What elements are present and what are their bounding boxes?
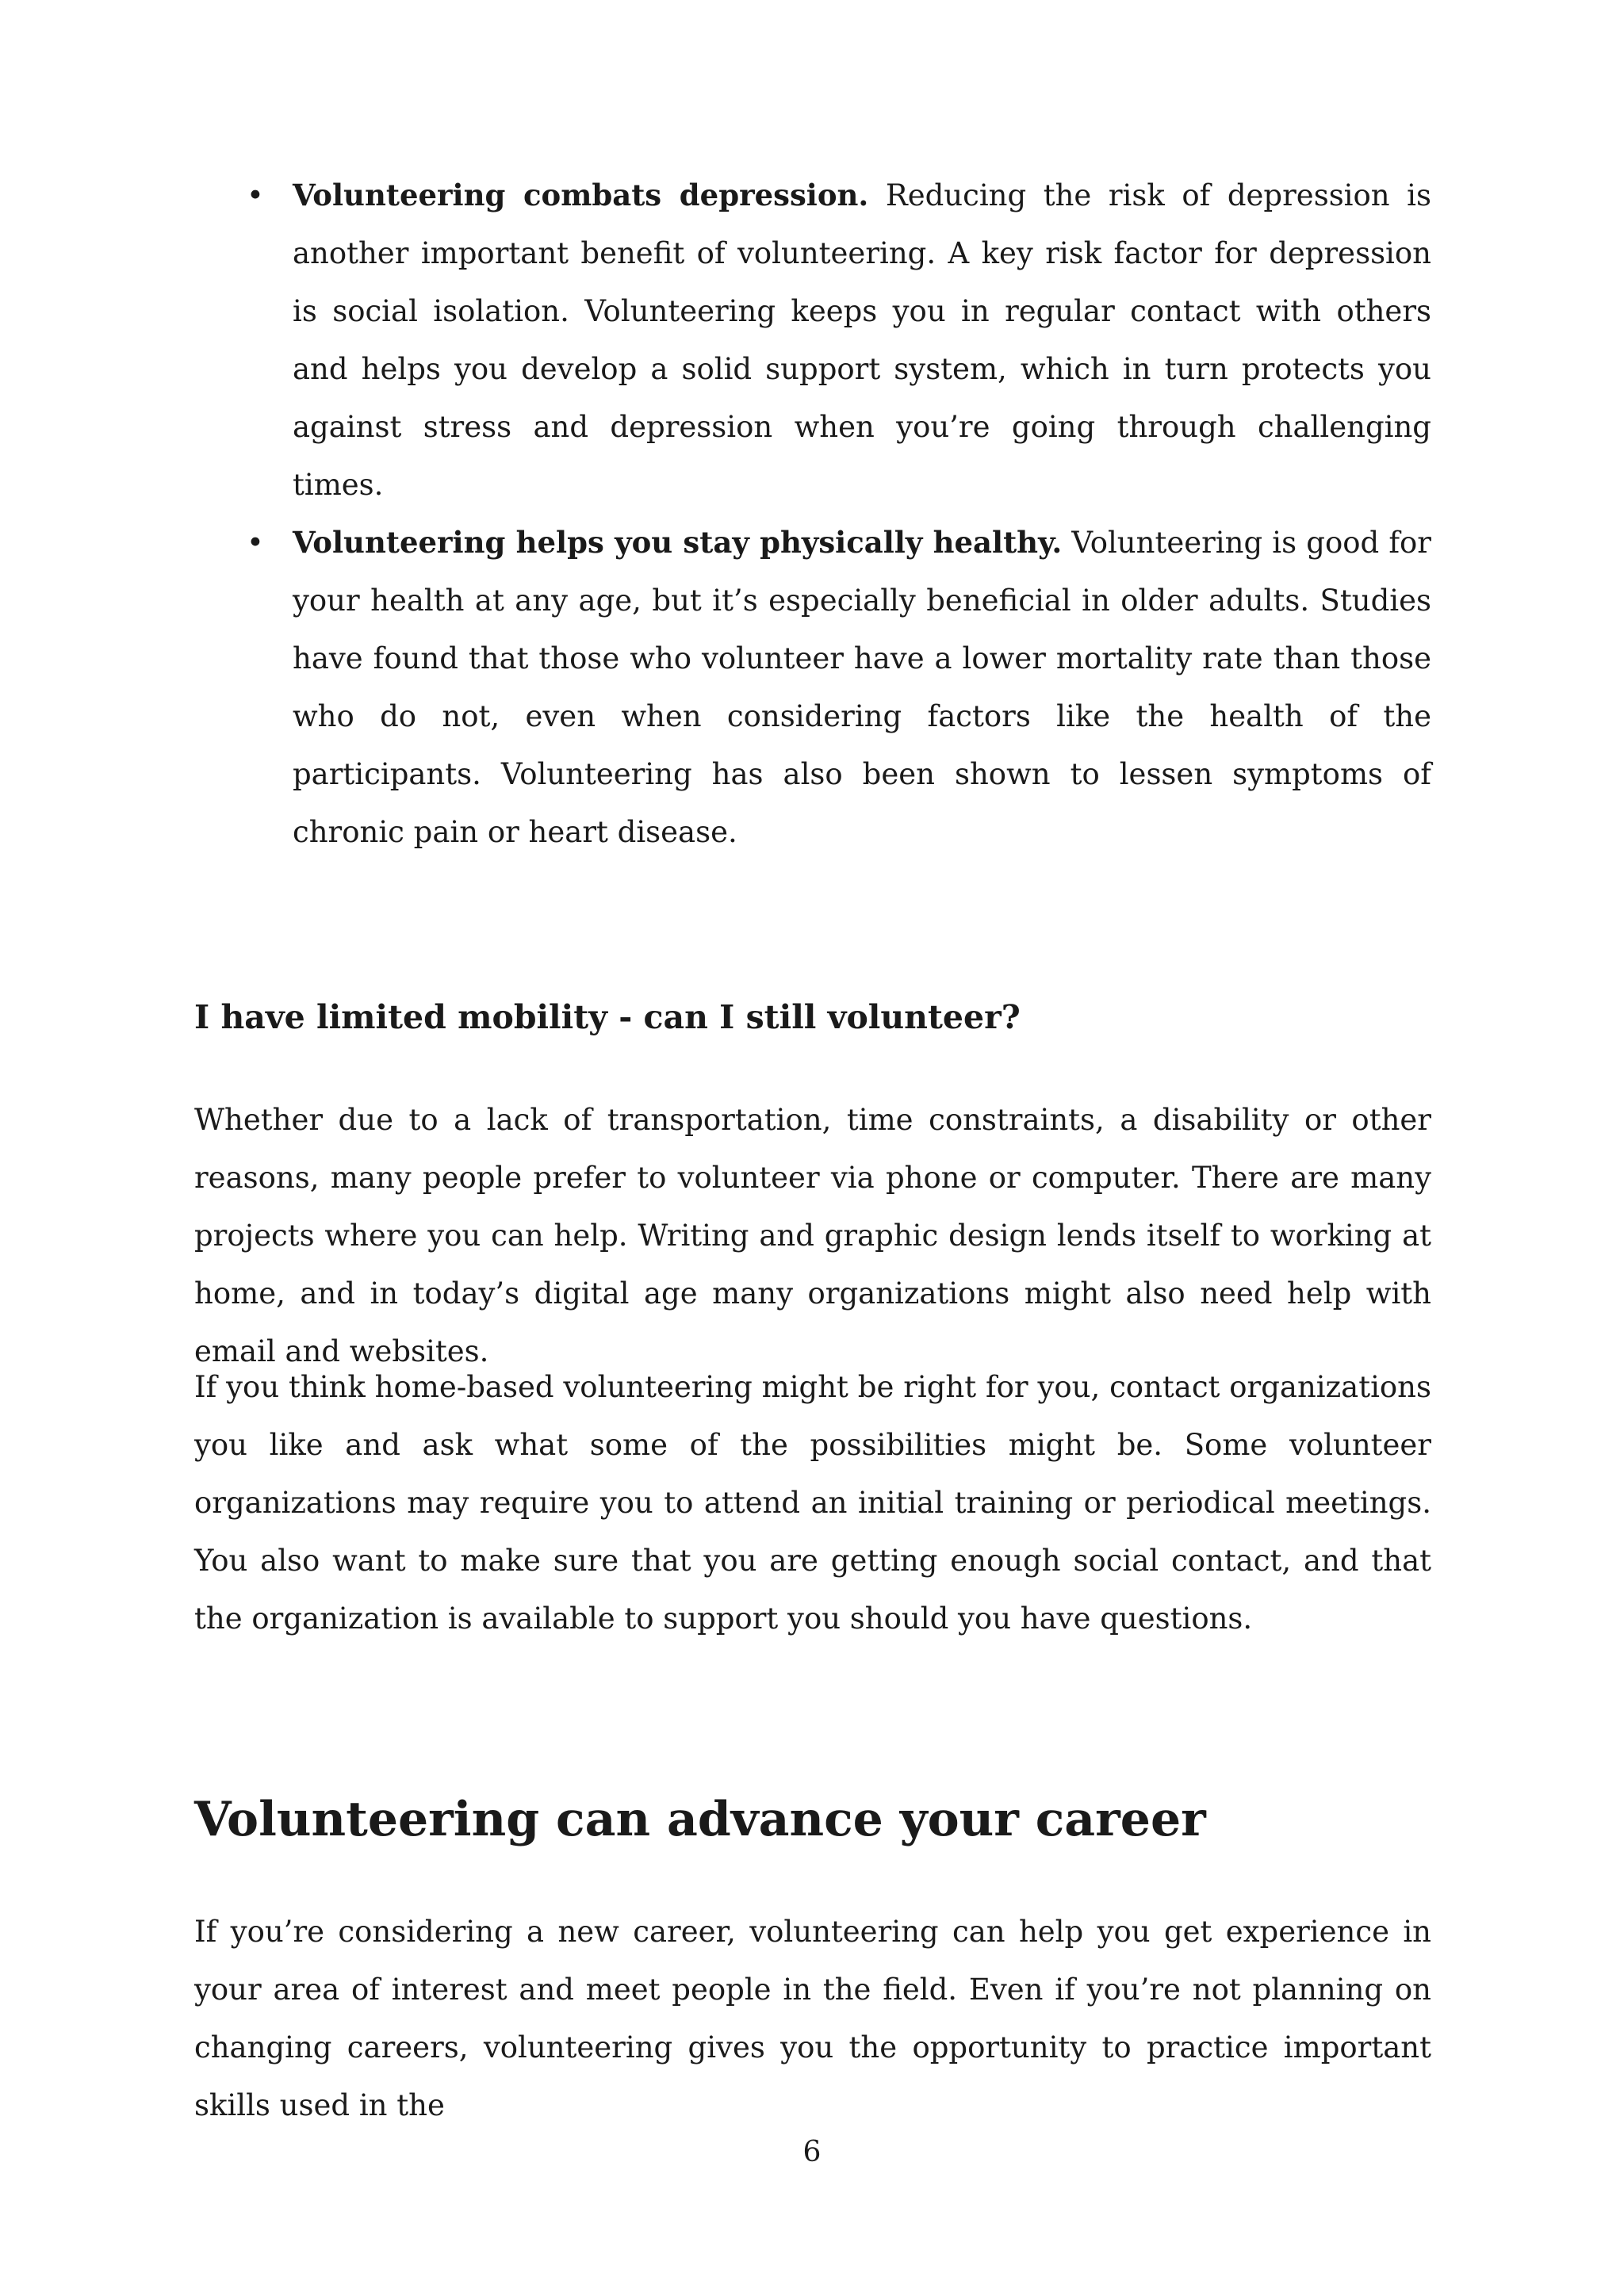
mobility-paragraph-1: Whether due to a lack of transportation, time constraints, a disability or other reasons, many people prefer to volunteer via phone or computer. There are many projects where you can help. Writing and graphic design lends itself to working at home, and in today’s digital age many organizations might also need help with email and websites. bbox=[194, 1103, 1431, 1368]
mobility-paragraph-2: If you think home-based volunteering might be right for you, contact organizations you like and ask what some of the possibilities might be. Some volunteer organizations may require you to attend an initial training or periodical meetings. You also want to make sure that you are getting enough social contact, and that the organization is available to support you should you have questions. bbox=[194, 1370, 1431, 1636]
career-paragraph: If you’re considering a new career, volunteering can help you get experience in your area of interest and meet people in the field. Even if you’re not planning on changing careers, volunteering gives you the opportunity to practice important skills used in the bbox=[194, 1915, 1431, 2122]
bullet-lead-text: Volunteering helps you stay physically healthy. bbox=[293, 525, 1063, 560]
mobility-heading: I have limited mobility - can I still volunteer? bbox=[194, 998, 1021, 1036]
bullet-item-healthy bbox=[194, 514, 1431, 861]
bullet-body-text: Reducing the risk of depression is another important benefit of volunteering. A key risk factor for depression is social isolation. Volunteering keeps you in regular contact with others and helps you develop a solid support system, which in turn protects you against stress and depression when you’re going through challenging times. bbox=[293, 178, 1431, 502]
bullet-list bbox=[194, 166, 1431, 861]
page-number: 6 bbox=[802, 2136, 822, 2168]
bullet-body-text: Volunteering is good for your health at any age, but it’s especially beneficial in older adults. Studies have found that those who volunteer have a lower mortality rate than those who do not, even when considering factors like the health of the participants. Volunteering has also been shown to lessen symptoms of chronic pain or heart disease. bbox=[293, 526, 1431, 849]
bullet-item-depression bbox=[194, 166, 1431, 514]
bullet-marker: • bbox=[247, 526, 264, 560]
career-heading: Volunteering can advance your career bbox=[194, 1792, 1206, 1847]
bullet-marker: • bbox=[247, 178, 264, 212]
bullet-lead-text: Volunteering combats depression. bbox=[293, 178, 869, 212]
bullet-section bbox=[194, 166, 1431, 861]
